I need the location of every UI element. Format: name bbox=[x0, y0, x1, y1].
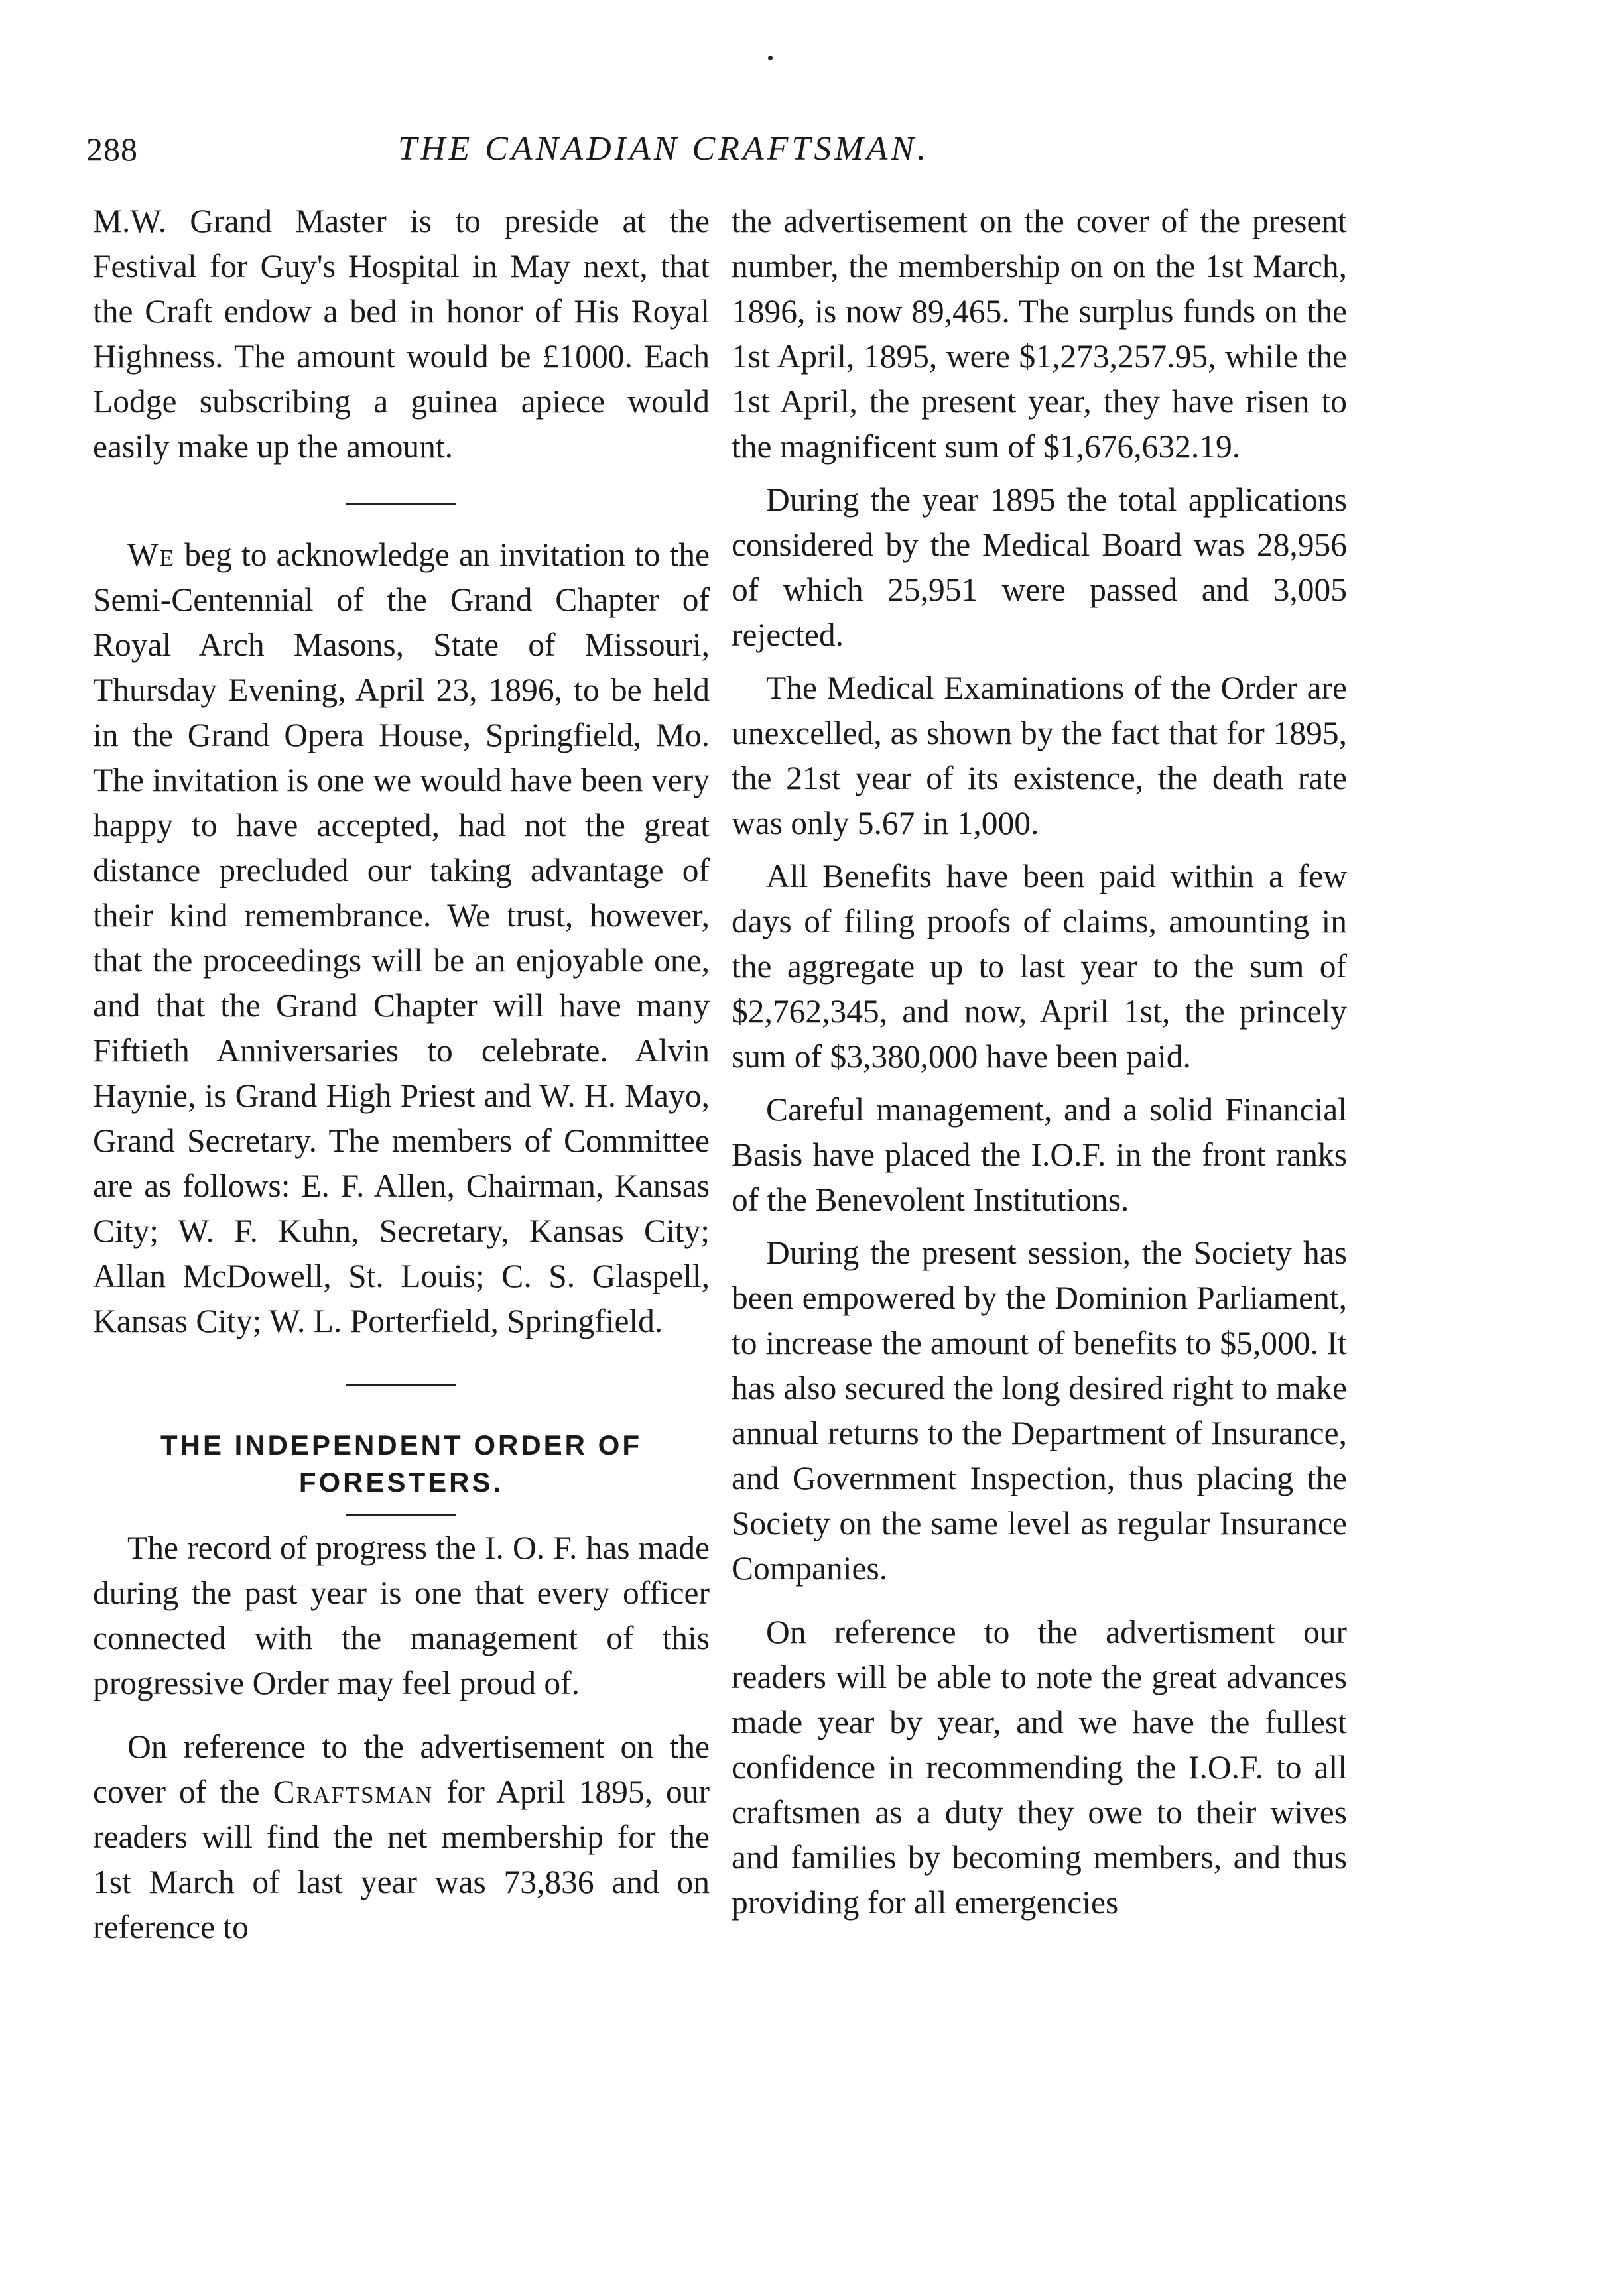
running-title: THE CANADIAN CRAFTSMAN. bbox=[398, 130, 930, 168]
journal-name: Craftsman bbox=[273, 1774, 434, 1810]
stray-dot-mark bbox=[768, 56, 773, 60]
paragraph-membership-reference bbox=[93, 1724, 710, 1950]
paragraph-invitation-text: beg to acknowledge an invitation to the Semi-Centennial of the Grand Chapter of Royal Arch Masons, State of Missouri, Thursday Evening, April 23, 1896, to be held in the Grand Opera House, Springfield, Mo. The invitation is one we would have been very happy to have accepted, had not the great distance precluded our taking advantage of their kind remembrance. We trust, however, that the proceedings will be an enjoyable one, and that the Grand Chapter will have many Fiftieth Anniversaries to celebrate. Alvin Haynie, is Grand High Priest and W. H. Mayo, Grand Secretary. The members of Committee are as follows: E. F. Allen, Chairman, Kansas City; W. F. Kuhn, Secretary, Kansas City; Allan McDowell, St. Louis; C. S. Glaspell, Kansas City; W. L. Porterfield, Springfield. bbox=[93, 536, 710, 1339]
section-divider bbox=[346, 503, 456, 505]
paragraph-financial-basis: Careful management, and a solid Financial Basis have placed the I.O.F. in the front ranks of the Benevolent Institutions. bbox=[732, 1091, 1347, 1218]
paragraph-medical-board: During the year 1895 the total applications considered by the Medical Board was 28,956 of which 25,951 were passed and 3,005 rejected. bbox=[732, 481, 1347, 653]
section-heading-iof: THE INDEPENDENT ORDER OF FORESTERS. bbox=[160, 1429, 643, 1498]
section-divider bbox=[346, 1384, 456, 1386]
paragraph-text-start: On reference to the advertisement on the cover of the bbox=[93, 1728, 710, 1810]
right-column bbox=[732, 199, 1347, 1925]
paragraph-lead-word: We bbox=[127, 536, 176, 573]
paragraph-invitation bbox=[93, 532, 710, 1344]
paragraph-medical-examinations: The Medical Examinations of the Order are unexcelled, as shown by the fact that for 1895, the 21st year of its existence, the death rate was only 5.67 in 1,000. bbox=[732, 670, 1347, 841]
paragraph-membership-funds: the advertisement on the cover of the present number, the membership on on the 1st March, 1896, is now 89,465. The surplus funds on the 1st April, 1895, were $1,273,257.95, while the 1st April, the present year, they have risen to the magnificent sum of $1,676,632.19. bbox=[732, 203, 1347, 465]
paragraph-parliament-session: During the present session, the Society has been empowered by the Dominion Parliament, to increase the amount of benefits to $5,000. It has also secured the long desired right to make annual returns to the Department of Insurance, and Government Inspection, thus placing the Society on the same level as regular Insurance Companies. bbox=[732, 1235, 1347, 1587]
paragraph-recommendation: On reference to the advertisment our readers will be able to note the great advances made year by year, and we have the fullest confidence in recommending the I.O.F. to all craftsmen as a duty they owe to their wives and families by becoming members, and thus providing for all emergencies bbox=[732, 1614, 1347, 1921]
page-number: 288 bbox=[86, 131, 138, 168]
paragraph-grand-master: M.W. Grand Master is to preside at the Festival for Guy's Hospital in May next, that the Craft endow a bed in honor of His Royal Highness. The amount would be £1000. Each Lodge subscribing a guinea apiece would easily make up the amount. bbox=[93, 203, 710, 465]
paragraph-text-end: for April 1895, our readers will find the net membership for the 1st March of last year was 73,836 and on reference to bbox=[93, 1774, 710, 1945]
left-column bbox=[93, 199, 710, 1950]
paragraph-benefits-paid: All Benefits have been paid within a few days of filing proofs of claims, amounting in the aggregate up to last year to the sum of $2,762,345, and now, April 1st, the princely sum of $3,380,000 have been paid. bbox=[732, 858, 1347, 1075]
page-header bbox=[86, 126, 1372, 179]
paragraph-record-of-progress: The record of progress the I. O. F. has made during the past year is one that every officer connected with the management of this progressive Order may feel proud of. bbox=[93, 1530, 710, 1701]
heading-divider bbox=[346, 1514, 456, 1516]
